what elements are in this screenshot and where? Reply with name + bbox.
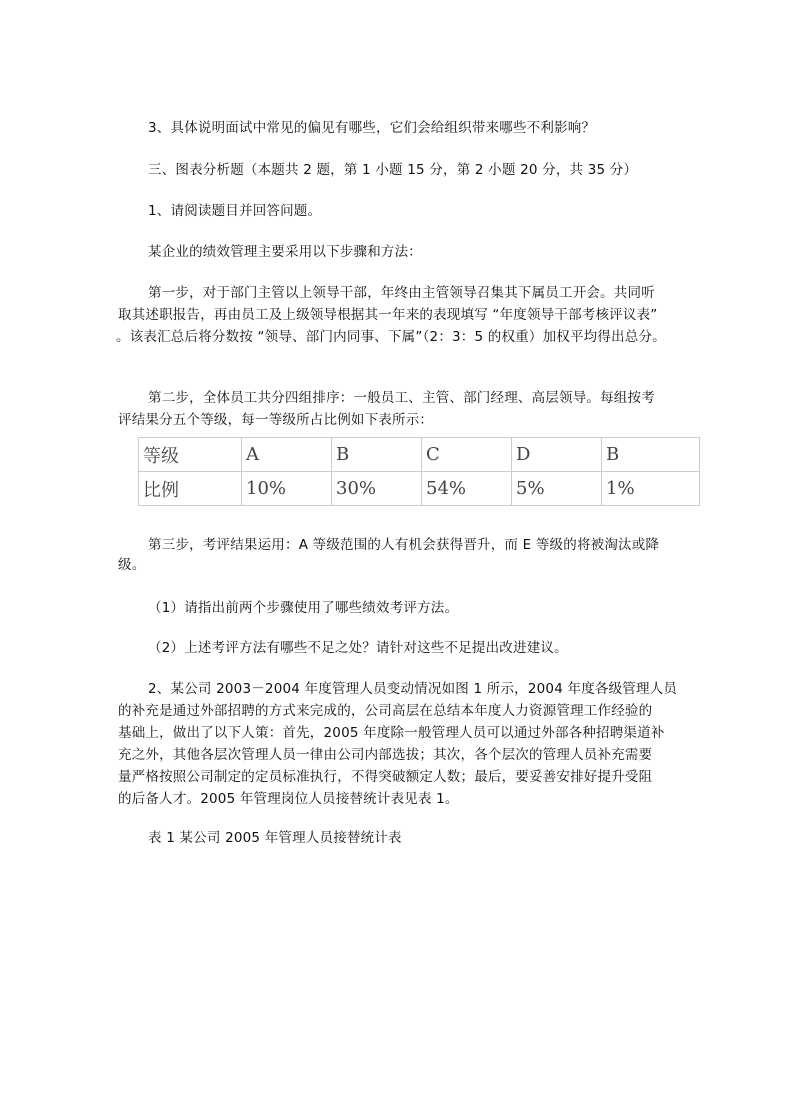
step-2-line: 第二步，全体员工共分四组排序：一般员工、主管、部门经理、高层领导。每组按考 [148,390,655,406]
grade-ratio-table [138,437,700,506]
table-cell: B [332,438,422,472]
step-3-line: 第三步，考评结果运用：A 等级范围的人有机会获得晋升，而 E 等级的将被淘汰或降 [148,537,660,553]
table-row [139,472,700,506]
sub-question-2: （2）上述考评方法有哪些不足之处？请针对这些不足提出改进建议。 [148,640,568,656]
table-cell: B [602,438,700,472]
sub-question-1: （1）请指出前两个步骤使用了哪些绩效考评方法。 [148,600,459,616]
table-1-caption: 表 1 某公司 2005 年管理人员接替统计表 [148,830,402,846]
step-1-line: 取其述职报告，再由员工及上级领导根据其一年来的表现填写 “年度领导干部考核评议表” [118,307,658,323]
table-cell: 比例 [139,472,242,506]
table-cell: 1% [602,472,700,506]
section-heading: 三、图表分析题（本题共 2 题，第 1 小题 15 分，第 2 小题 20 分，共 35 分） [148,162,638,178]
table-cell: A [242,438,332,472]
question-2-line: 基础上，做出了以下人策：首先，2005 年度除一般管理人员可以通过外部各种招聘渠道补 [118,725,665,741]
step-3-line: 级。 [118,557,146,573]
table-cell: 10% [242,472,332,506]
table-cell: 30% [332,472,422,506]
table-cell: 54% [422,472,512,506]
question-3: 3、具体说明面试中常见的偏见有哪些，它们会给组织带来哪些不利影响？ [148,120,596,136]
paragraph-intro: 某企业的绩效管理主要采用以下步骤和方法： [148,244,422,260]
question-2-line: 的后备人才。2005 年管理岗位人员接替统计表见表 1。 [118,791,459,807]
question-2-line: 2、某公司 2003－2004 年度管理人员变动情况如图 1 所示，2004 年度各级管理人员 [148,681,678,697]
table-cell: 5% [512,472,602,506]
step-1-line: 。该表汇总后将分数按 “领导、部门内同事、下属”（2：3：5 的权重）加权平均得出总分。 [116,329,666,345]
question-2-line: 充之外，其他各层次管理人员一律由公司内部选拔；其次，各个层次的管理人员补充需要 [118,747,653,763]
question-2-line: 量严格按照公司制定的定员标准执行，不得突破额定人数；最后，要妥善安排好提升受阻 [118,769,653,785]
step-2-line: 评结果分五个等级，每一等级所占比例如下表所示： [118,412,434,428]
table-cell: C [422,438,512,472]
question-1-heading: 1、请阅读题目并回答问题。 [148,203,322,219]
table-row [139,438,700,472]
step-1-line: 第一步，对于部门主管以上领导干部，年终由主管领导召集其下属员工开会。共同听 [148,285,655,301]
table-cell: 等级 [139,438,242,472]
table-cell: D [512,438,602,472]
question-2-line: 的补充是通过外部招聘的方式来完成的，公司高层在总结本年度人力资源管理工作经验的 [118,703,653,719]
